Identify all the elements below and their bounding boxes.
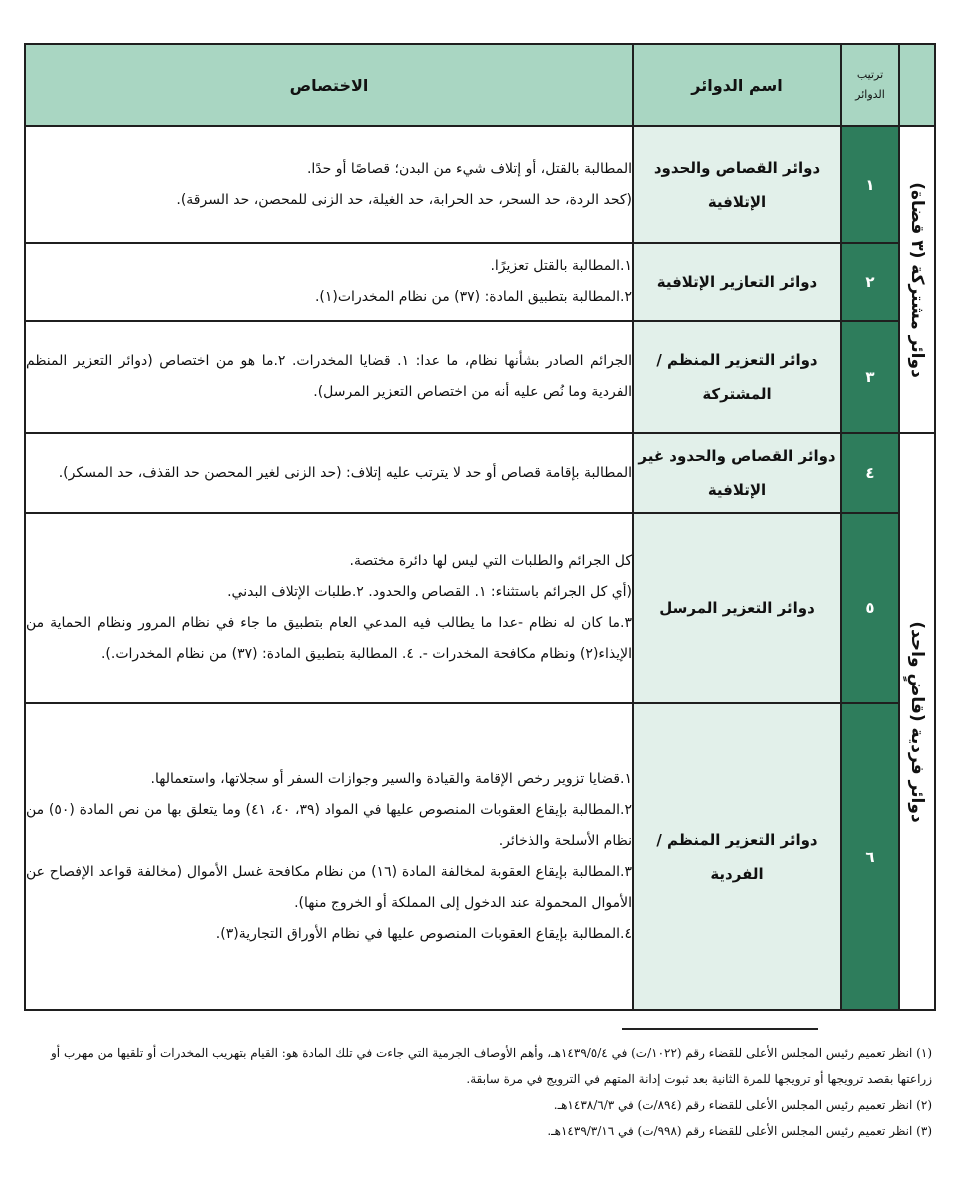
footnote: (٣) انظر تعميم رئيس المجلس الأعلى للقضاء رقم (٩٩٨/ت) في ١٤٣٩/٣/١٦هـ. [547, 1124, 932, 1138]
header-name: اسم الدوائر [633, 44, 841, 126]
jurisdiction-line: ١.قضايا تزوير رخص الإقامة والقيادة والسير وجوازات السفر أو سجلاتها، واستعمالها. [150, 770, 632, 787]
group-shared-cell [899, 126, 935, 433]
table-row [25, 321, 935, 433]
row-number: ٢ [841, 243, 899, 321]
row-number: ٥ [841, 513, 899, 703]
group-single-label: دوائر فردية (قاضٍ واحد) [907, 620, 927, 823]
row-number: ٣ [841, 321, 899, 433]
table-row [25, 513, 935, 703]
circuit-name: دوائر التعازير الإتلافية [633, 243, 841, 321]
circuits-table [24, 43, 936, 1011]
table-row [25, 243, 935, 321]
table-row [25, 126, 935, 243]
footnotes [38, 1040, 932, 1144]
row-number: ١ [841, 126, 899, 243]
circuit-name: دوائر التعزير المرسل [633, 513, 841, 703]
jurisdiction-line: (أي كل الجرائم باستثناء: ١. القصاص والحدود. ٢.طلبات الإتلاف البدني. [227, 584, 632, 600]
jurisdiction-line: ٤.المطالبة بإيقاع العقوبات المنصوص عليها في نظام الأوراق التجارية(٣). [215, 925, 632, 942]
circuit-jurisdiction [25, 321, 633, 433]
circuit-jurisdiction [25, 243, 633, 321]
group-shared-label: دوائر مشتركة (٣ قضاة) [907, 181, 927, 378]
table-row [25, 703, 935, 1010]
jurisdiction-line: ٣.ما كان له نظام -عدا ما يطالب فيه المدعي العام بتطبيق ما جاء في نظام المرور ونظام الحماية من الإيذاء(٢) ونظام مكافحة المخدرات -. ٤. المطالبة بتطبيق المادة: (٣٧) من نظام المخدرات.). [26, 615, 632, 662]
table-header-row [25, 44, 935, 126]
circuit-jurisdiction [25, 126, 633, 243]
circuit-jurisdiction [25, 513, 633, 703]
circuit-jurisdiction [25, 703, 633, 1010]
jurisdiction-line: المطالبة بإقامة قصاص أو حد لا يترتب عليه إتلاف: (حد الزنى لغير المحصن حد القذف، حد المسكر). [58, 464, 632, 481]
footnote: (١) انظر تعميم رئيس المجلس الأعلى للقضاء رقم (١٠٢٢/ت) في ١٤٣٩/٥/٤هـ، وأهم الأوصاف الجرمية التي جاءت في تلك المادة هو: القيام بتهريب المخدرات أو تلقيها من مهرب أو زراعتها بقصد ترويجها أو ترويجها للمرة الثانية بعد ثبوت إدانة المتهم في الترويج في مرة سابقة. [51, 1046, 932, 1086]
circuit-name: دوائر القصاص والحدود الإتلافية [633, 126, 841, 243]
jurisdiction-line: ٣.المطالبة بإيقاع العقوبة لمخالفة المادة (١٦) من نظام مكافحة غسل الأموال (مخالفة قواعد الإفصاح عن الأموال المحمولة عند الدخول إلى المملكة أو الخروج منها). [26, 863, 632, 911]
circuit-jurisdiction [25, 433, 633, 513]
jurisdiction-line: كل الجرائم والطلبات التي ليس لها دائرة مختصة. [349, 553, 632, 569]
jurisdiction-line: الجرائم الصادر بشأنها نظام، ما عدا: ١. قضايا المخدرات. ٢.ما هو من اختصاص (دوائر التعزير المنظم الفردية وما نُص عليه أنه من اختصاص التعزير المرسل). [26, 353, 633, 400]
table-row [25, 433, 935, 513]
header-jurisdiction: الاختصاص [25, 44, 633, 126]
footnote-divider [622, 1028, 818, 1030]
group-single-cell [899, 433, 935, 1010]
circuit-name: دوائر التعزير المنظم / المشتركة [633, 321, 841, 433]
header-group-corner [899, 44, 935, 126]
jurisdiction-line: (كحد الردة، حد السحر، حد الحرابة، حد الغيلة، حد الزنى للمحصن، حد السرقة). [176, 191, 632, 208]
header-order: ترتيب الدوائر [841, 44, 899, 126]
circuit-name: دوائر التعزير المنظم / الفردية [633, 703, 841, 1010]
row-number: ٤ [841, 433, 899, 513]
jurisdiction-line: ١.المطالبة بالقتل تعزيرًا. [490, 258, 632, 274]
jurisdiction-line: المطالبة بالقتل، أو إتلاف شيء من البدن؛ قصاصًا أو حدًا. [306, 160, 632, 177]
jurisdiction-line: ٢.المطالبة بتطبيق المادة: (٣٧) من نظام المخدرات(١). [314, 289, 632, 305]
jurisdiction-line: ٢.المطالبة بإيقاع العقوبات المنصوص عليها في المواد (٣٩، ٤٠، ٤١) وما يتعلق بها من نص المادة (٥٠) من نظام الأسلحة والذخائر. [26, 801, 632, 849]
circuit-name: دوائر القصاص والحدود غير الإتلافية [633, 433, 841, 513]
footnote: (٢) انظر تعميم رئيس المجلس الأعلى للقضاء رقم (٨٩٤/ت) في ١٤٣٨/٦/٣هـ. [553, 1098, 932, 1112]
row-number: ٦ [841, 703, 899, 1010]
